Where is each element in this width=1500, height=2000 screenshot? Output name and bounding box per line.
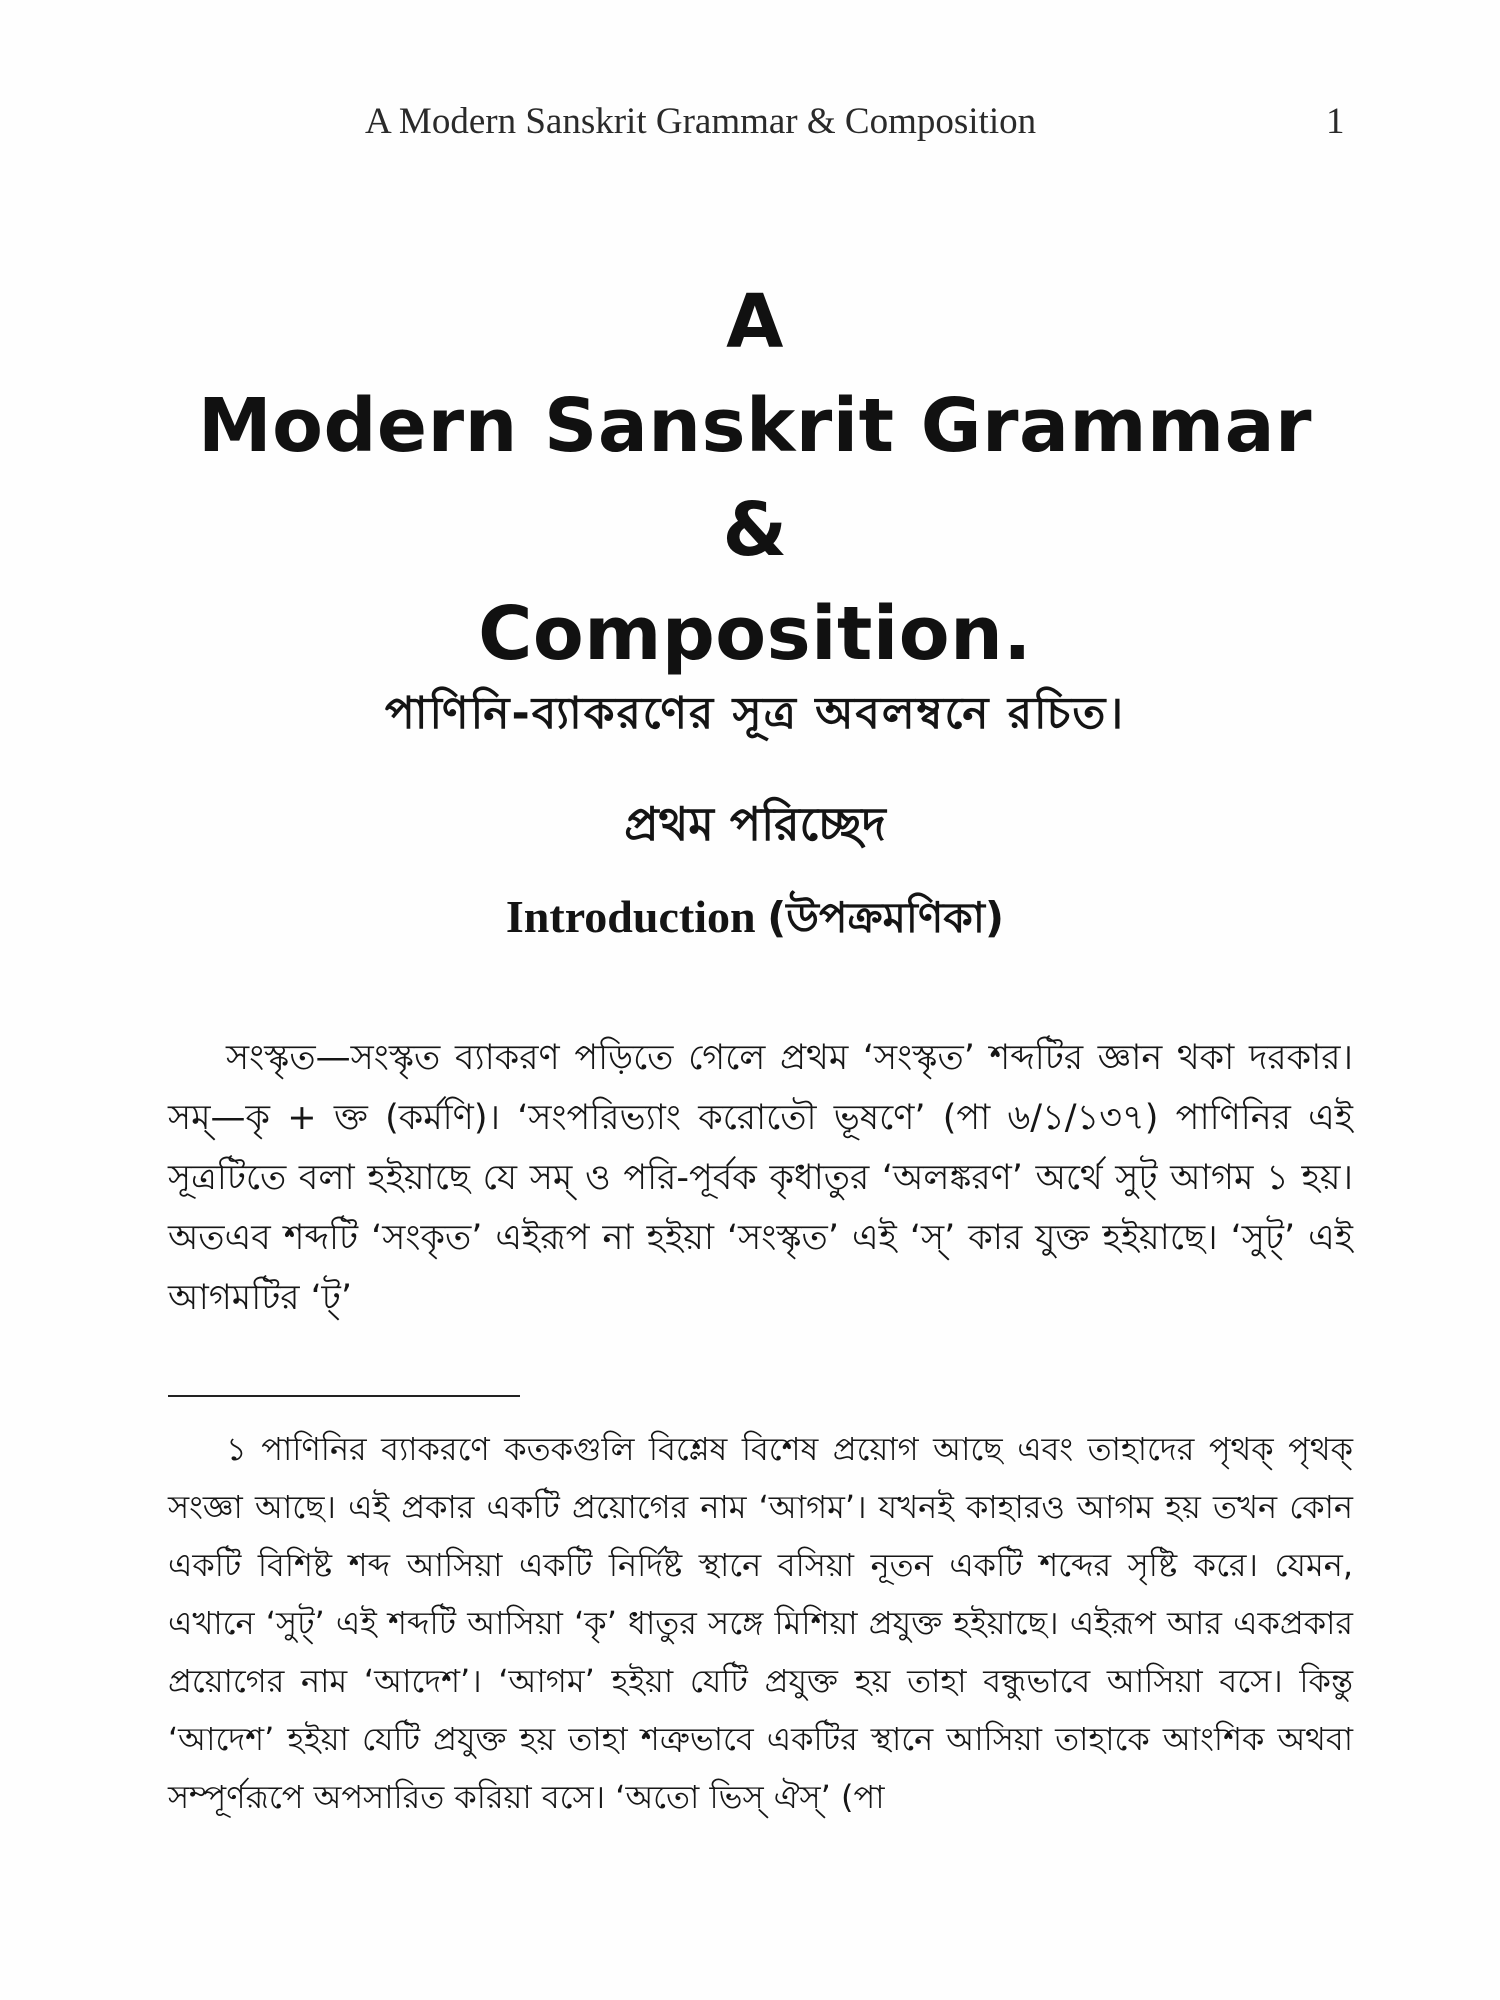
footnote-paragraph: ১ পাণিনির ব্যাকরণে কতকগুলি বিশ্লেষ বিশেষ প্রয়োগ আছে এবং তাহাদের পৃথক্ পৃথক্ সংজ্ঞা আছে। এই প্রকার একটি প্রয়োগের নাম ‘আগম’। যখনই কাহারও আগম হয় তখন কোন একটি বিশিষ্ট শব্দ আসিয়া একটি নির্দিষ্ট স্থানে বসিয়া নূতন একটি শব্দের সৃষ্টি করে। যেমন, এখানে ‘সুট্’ এই শব্দটি আসিয়া ‘কৃ’ ধাতুর সঙ্গে মিশিয়া প্রযুক্ত হইয়াছে। এইরূপ আর একপ্রকার প্রয়োগের নাম ‘আদেশ’। ‘আগম’ হইয়া যেটি প্রযুক্ত হয় তাহা বন্ধুভাবে আসিয়া বসে। কিন্তু ‘আদেশ’ হইয়া যেটি প্রযুক্ত হয় তাহা শত্রুভাবে একটির স্থানে আসিয়া তাহাকে আংশিক অথবা সম্পূর্ণরূপে অপসারিত করিয়া বসে। ‘অতো ভিস্ ঐস্’ (পা — [168, 1430, 1353, 1816]
page-number: 1 — [1326, 101, 1345, 142]
body-paragraph: সংস্কৃত—সংস্কৃত ব্যাকরণ পড়িতে গেলে প্রথম ‘সংস্কৃত’ শব্দটির জ্ঞান থকা দরকার। সম্—কৃ + ক্ত (কর্মণি)। ‘সংপরিভ্যাং করোতৌ ভূষণে’ (পা ৬/১/১৩৭) পাণিনির এই সূত্রটিতে বলা হইয়াছে যে সম্ ও পরি-পূর্বক কৃধাতুর ‘অলঙ্করণ’ অর্থে সুট্ আগম ১ হয়। অতএব শব্দটি ‘সংকৃত’ এইরূপ না হইয়া ‘সংস্কৃত’ এই ‘স্’ কার যুক্ত হইয়াছে। ‘সুট্’ এই আগমটির ‘ট্’ — [168, 1038, 1353, 1318]
footnote — [168, 1420, 1353, 1826]
chapter-title — [150, 885, 1360, 956]
book-title — [150, 270, 1360, 686]
running-header: A Modern Sanskrit Grammar & Composition — [365, 101, 1037, 142]
bengali-subtitle: পাণিনি-ব্যাকরণের সূত্র অবলম্বনে রচিত। — [384, 688, 1126, 739]
chapter-title-bengali: (উপক্রমণিকা) — [767, 893, 1005, 942]
title-line-4: Composition. — [478, 591, 1032, 677]
chapter-label: প্রথম পরিচ্ছেদ — [624, 797, 886, 851]
title-line-1: A — [726, 279, 784, 365]
footnote-divider — [168, 1395, 520, 1397]
chapter-title-english: Introduction — [505, 891, 756, 942]
title-line-2: Modern Sanskrit Grammar — [197, 383, 1313, 469]
title-line-3: & — [722, 487, 788, 573]
body-text — [168, 1028, 1353, 1328]
